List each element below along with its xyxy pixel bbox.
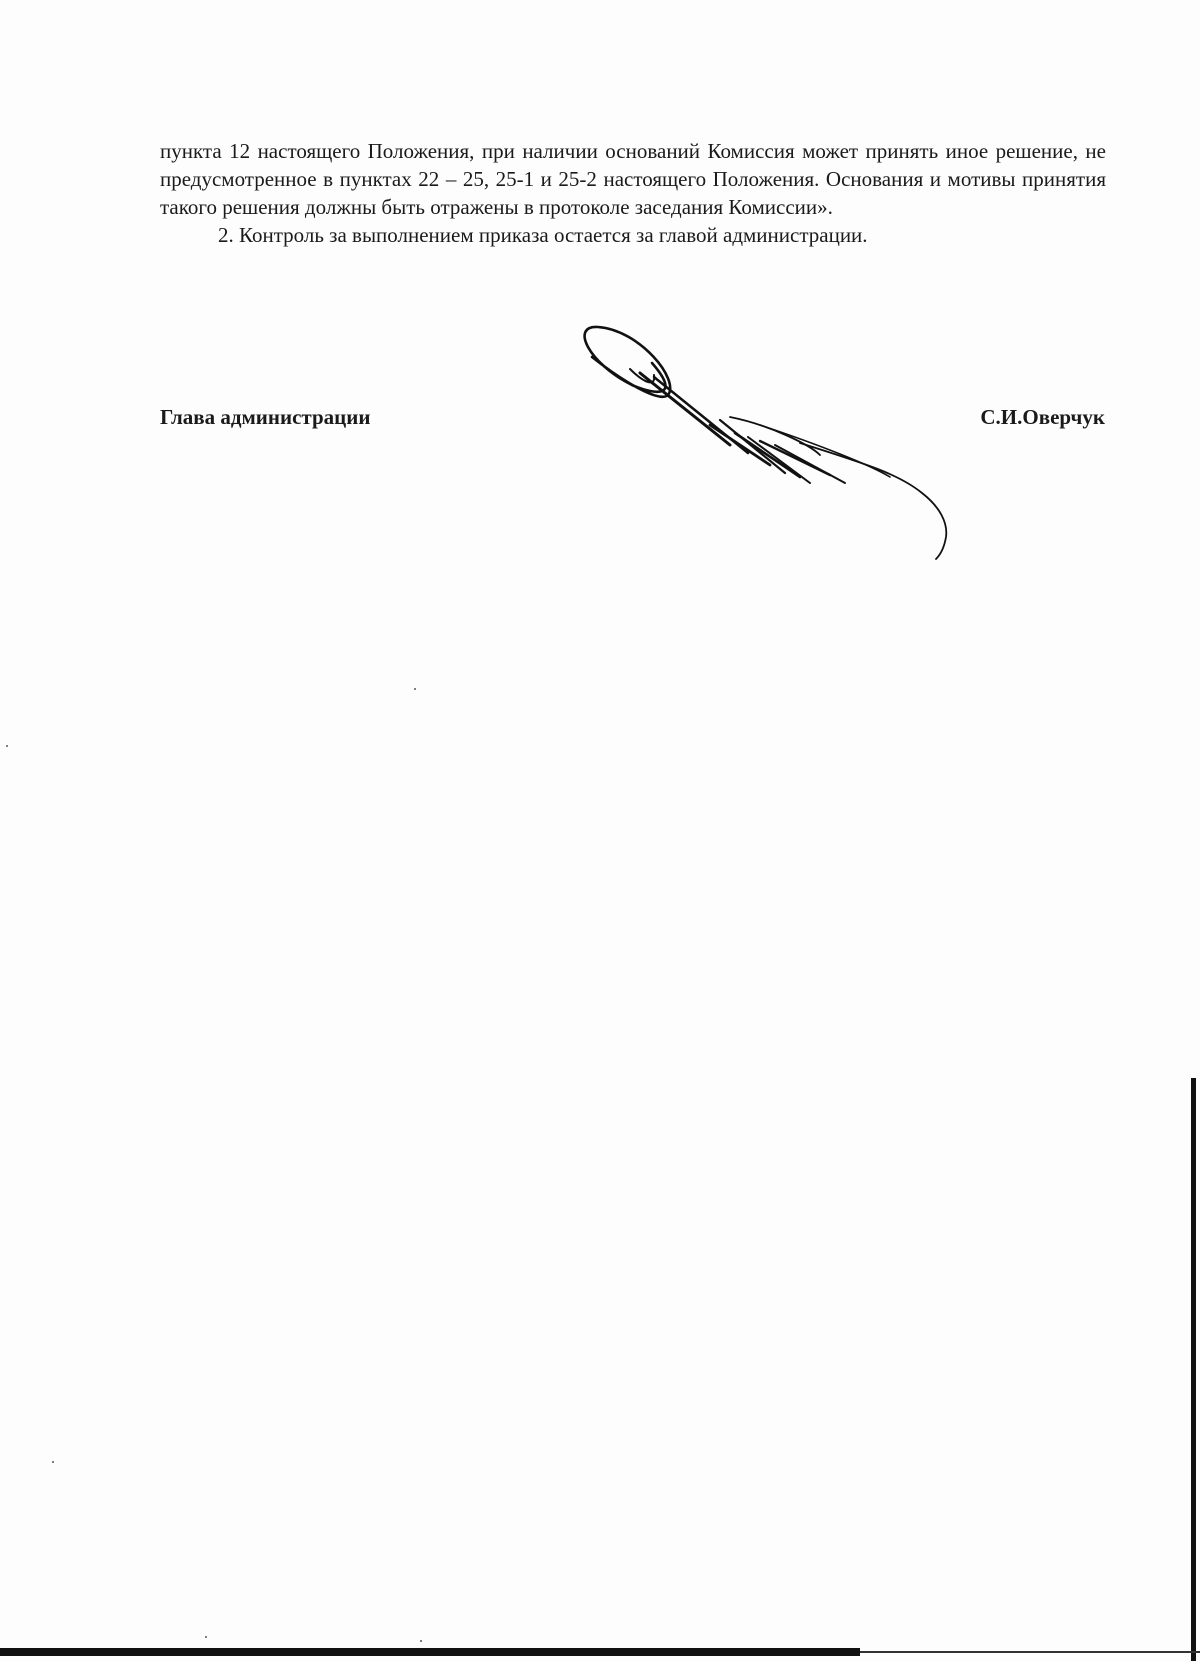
document-body (160, 137, 1106, 249)
scan-edge-bottom (0, 1648, 860, 1656)
paragraph-continuation: пункта 12 настоящего Положения, при наличии оснований Комиссия может принять иное решение, не предусмотренное в пунктах 22 – 25, 25-1 и 25-2 настоящего Положения. Основания и мотивы принятия такого решения должны быть отражены в протоколе заседания Комиссии». (160, 139, 1106, 219)
scan-speck (52, 1461, 54, 1463)
scan-edge-bottom-thin (860, 1651, 1200, 1653)
paragraph-item-2: 2. Контроль за выполнением приказа остается за главой администрации. (218, 223, 868, 247)
scan-speck (420, 1640, 422, 1642)
scan-speck (414, 688, 416, 690)
scan-speck (205, 1636, 207, 1638)
handwritten-signature (570, 325, 990, 575)
signatory-name: С.И.Оверчук (980, 405, 1105, 429)
signatory-position: Глава администрации (160, 405, 371, 429)
scan-speck (6, 745, 8, 747)
scan-edge-right (1191, 1078, 1196, 1661)
